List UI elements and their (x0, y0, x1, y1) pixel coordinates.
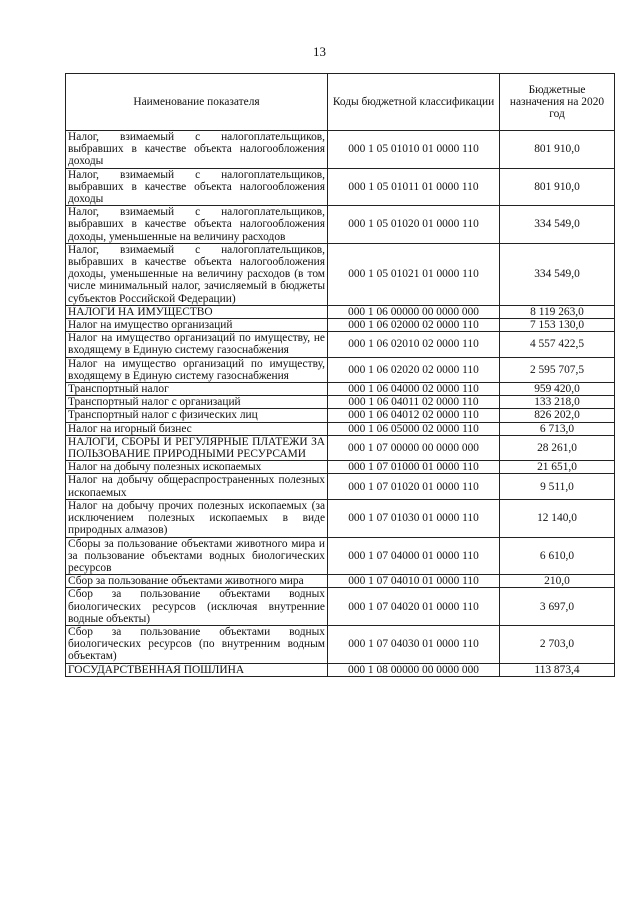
table-row (66, 575, 615, 588)
section-row (66, 305, 615, 318)
row-code: 000 1 06 02000 02 0000 110 (328, 319, 500, 332)
row-name: Налог на имущество организаций по имуществу, не входящему в Единую систему газоснабжения (66, 332, 328, 357)
row-code: 000 1 06 04012 02 0000 110 (328, 409, 500, 422)
row-code: 000 1 05 01021 01 0000 110 (328, 243, 500, 305)
row-name: НАЛОГИ, СБОРЫ И РЕГУЛЯРНЫЕ ПЛАТЕЖИ ЗА ПОЛЬЗОВАНИЕ ПРИРОДНЫМИ РЕСУРСАМИ (66, 435, 328, 460)
row-name: Налог, взимаемый с налогоплательщиков, выбравших в качестве объекта налогообложения доходы (66, 131, 328, 169)
row-name: Сбор за пользование объектами водных биологических ресурсов (по внутренним водным объектам) (66, 625, 328, 663)
row-code: 000 1 06 04000 02 0000 110 (328, 383, 500, 396)
row-code: 000 1 07 01030 01 0000 110 (328, 499, 500, 537)
header-row (66, 74, 615, 131)
table-row (66, 499, 615, 537)
table-row (66, 168, 615, 206)
table-row (66, 409, 615, 422)
row-name: Налог, взимаемый с налогоплательщиков, выбравших в качестве объекта налогообложения доходы, уменьшенные на величину расходов (в том числе минимальный налог, зачисляемый в бюджеты субъектов Российской Федерации) (66, 243, 328, 305)
row-amount: 826 202,0 (500, 409, 615, 422)
row-amount: 28 261,0 (500, 435, 615, 460)
row-amount: 959 420,0 (500, 383, 615, 396)
table-row (66, 383, 615, 396)
row-code: 000 1 07 04000 01 0000 110 (328, 537, 500, 575)
row-name: ГОСУДАРСТВЕННАЯ ПОШЛИНА (66, 663, 328, 676)
row-name: Сбор за пользование объектами водных биологических ресурсов (исключая внутренние водные объекты) (66, 588, 328, 626)
row-name: Транспортный налог с организаций (66, 396, 328, 409)
row-amount: 334 549,0 (500, 206, 615, 244)
header-code: Коды бюджетной классификации (328, 74, 500, 131)
row-name: Налог на добычу прочих полезных ископаемых (за исключением полезных ископаемых в виде природных алмазов) (66, 499, 328, 537)
row-code: 000 1 07 04030 01 0000 110 (328, 625, 500, 663)
row-amount: 6 610,0 (500, 537, 615, 575)
row-amount: 9 511,0 (500, 474, 615, 499)
row-name: Налог, взимаемый с налогоплательщиков, выбравших в качестве объекта налогообложения доходы, уменьшенные на величину расходов (66, 206, 328, 244)
row-name: Сборы за пользование объектами животного мира и за пользование объектами водных биологических ресурсов (66, 537, 328, 575)
row-amount: 7 153 130,0 (500, 319, 615, 332)
row-amount: 210,0 (500, 575, 615, 588)
table-row (66, 243, 615, 305)
table-row (66, 625, 615, 663)
table-row (66, 396, 615, 409)
row-code: 000 1 07 04020 01 0000 110 (328, 588, 500, 626)
page-number: 13 (313, 44, 326, 59)
table-row (66, 206, 615, 244)
row-amount: 2 595 707,5 (500, 357, 615, 382)
row-code: 000 1 06 05000 02 0000 110 (328, 422, 500, 435)
row-code: 000 1 07 04010 01 0000 110 (328, 575, 500, 588)
row-name: Транспортный налог с физических лиц (66, 409, 328, 422)
row-amount: 6 713,0 (500, 422, 615, 435)
row-amount: 133 218,0 (500, 396, 615, 409)
row-code: 000 1 05 01010 01 0000 110 (328, 131, 500, 169)
table-row (66, 131, 615, 169)
table-row (66, 357, 615, 382)
header-name: Наименование показателя (66, 74, 328, 131)
row-code: 000 1 07 01000 01 0000 110 (328, 461, 500, 474)
row-code: 000 1 08 00000 00 0000 000 (328, 663, 500, 676)
table-row (66, 474, 615, 499)
row-name: Налог на игорный бизнес (66, 422, 328, 435)
table-row (66, 332, 615, 357)
row-amount: 801 910,0 (500, 131, 615, 169)
row-amount: 4 557 422,5 (500, 332, 615, 357)
table-body (66, 131, 615, 677)
row-amount: 113 873,4 (500, 663, 615, 676)
row-name: Сбор за пользование объектами животного мира (66, 575, 328, 588)
table-row (66, 537, 615, 575)
row-amount: 12 140,0 (500, 499, 615, 537)
row-name: Налог на имущество организаций по имуществу, входящему в Единую систему газоснабжения (66, 357, 328, 382)
row-code: 000 1 06 02020 02 0000 110 (328, 357, 500, 382)
row-name: Налог на имущество организаций (66, 319, 328, 332)
row-code: 000 1 07 01020 01 0000 110 (328, 474, 500, 499)
row-code: 000 1 06 00000 00 0000 000 (328, 305, 500, 318)
header-amount: Бюджетные назначения на 2020 год (500, 74, 615, 131)
row-amount: 2 703,0 (500, 625, 615, 663)
table-row (66, 422, 615, 435)
section-row (66, 435, 615, 460)
section-row (66, 663, 615, 676)
row-name: Налог, взимаемый с налогоплательщиков, выбравших в качестве объекта налогообложения доходы (66, 168, 328, 206)
row-code: 000 1 05 01011 01 0000 110 (328, 168, 500, 206)
row-amount: 3 697,0 (500, 588, 615, 626)
row-amount: 8 119 263,0 (500, 305, 615, 318)
row-code: 000 1 06 04011 02 0000 110 (328, 396, 500, 409)
row-name: НАЛОГИ НА ИМУЩЕСТВО (66, 305, 328, 318)
row-code: 000 1 05 01020 01 0000 110 (328, 206, 500, 244)
row-name: Налог на добычу общераспространенных полезных ископаемых (66, 474, 328, 499)
table-header (66, 74, 615, 131)
row-name: Налог на добычу полезных ископаемых (66, 461, 328, 474)
table-row (66, 319, 615, 332)
row-amount: 21 651,0 (500, 461, 615, 474)
row-code: 000 1 06 02010 02 0000 110 (328, 332, 500, 357)
budget-table (65, 73, 615, 677)
row-amount: 801 910,0 (500, 168, 615, 206)
row-name: Транспортный налог (66, 383, 328, 396)
table-row (66, 588, 615, 626)
row-code: 000 1 07 00000 00 0000 000 (328, 435, 500, 460)
row-amount: 334 549,0 (500, 243, 615, 305)
table-row (66, 461, 615, 474)
